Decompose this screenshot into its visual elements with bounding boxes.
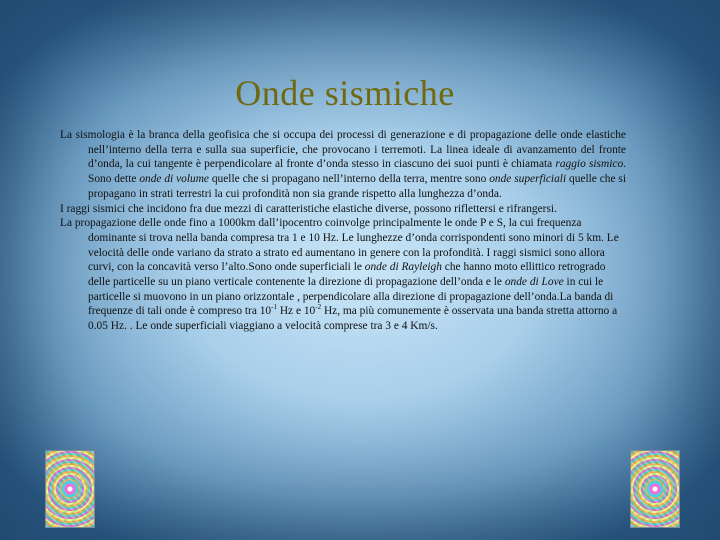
text-run: I raggi sismici che incidono fra due mezzi di caratteristiche elastiche diverse, possono riflettersi e rifrangersi. bbox=[60, 202, 557, 215]
exponent: -1 bbox=[271, 303, 277, 312]
slide-body bbox=[60, 128, 626, 334]
text-run: Hz, ma più comunemente è osservata una banda stretta attorno a 0.05 Hz. . Le onde superficiali viaggiano a velocità comprese tra 3 e 4 Km/s. bbox=[88, 305, 618, 333]
paragraph-raggi bbox=[60, 202, 626, 217]
slide-title: Onde sismiche bbox=[235, 73, 455, 113]
text-run: Hz e 10 bbox=[276, 305, 316, 318]
text-run: La propagazione delle onde fino a 1000km dall’ipocentro coinvolge principalmente le onde P e S, la cui frequenza dominante si trova nella banda compresa tra 1 e 10 Hz. Le lunghezze d’onda corrispondenti sono minori di 5 km. Le velocità delle onde variano da strato a strato ed aumentano in genere con la profondità. I raggi sismici sono allora curvi, con la concavità verso l’alto.Sono onde superficiali le bbox=[60, 217, 619, 274]
term-onde-di-volume: onde di volume bbox=[139, 173, 209, 186]
paragraph-propagazione bbox=[60, 216, 626, 334]
term-raggio-sismico: raggio sismico bbox=[555, 158, 624, 171]
text-run: in cui le particelle si muovono in un piano orizzontale , perpendicolare alla direzione di propagazione dell’onda.La banda di frequenze di tali onde è compreso tra 10 bbox=[88, 276, 614, 318]
exponent: -2 bbox=[315, 303, 322, 312]
text-run: che hanno moto ellittico retrogrado delle particelle su un piano verticale contenente la direzione di propagazione dell’onda e le bbox=[88, 261, 606, 289]
text-run: . Sono dette bbox=[88, 158, 626, 186]
fractal-image-left bbox=[45, 450, 95, 528]
text-run: La sismologia è la branca della geofisica che si occupa dei processi di generazione e di propagazione delle onde elastiche nell’interno della terra e sulla sua superficie, che provocano i terremoti. La linea ideale di avanzamento del fronte d’onda, la cui tangente è perpendicolare al fronte d’onda stesso in ciascuno dei suoi punti è chiamata bbox=[60, 129, 626, 171]
text-run: quelle che si propagano in strati terrestri la cui profondità non sia grande rispetto alla lunghezza d’onda. bbox=[88, 173, 626, 200]
term-onde-di-love: onde di Love bbox=[504, 276, 564, 289]
fractal-image-right bbox=[630, 450, 680, 528]
text-run: quelle che si propagano nell’interno della terra, mentre sono bbox=[208, 173, 490, 186]
term-onde-di-rayleigh: onde di Rayleigh bbox=[364, 261, 442, 274]
term-onde-superficiali: onde superficiali bbox=[489, 173, 567, 186]
paragraph-sismologia bbox=[60, 128, 626, 202]
